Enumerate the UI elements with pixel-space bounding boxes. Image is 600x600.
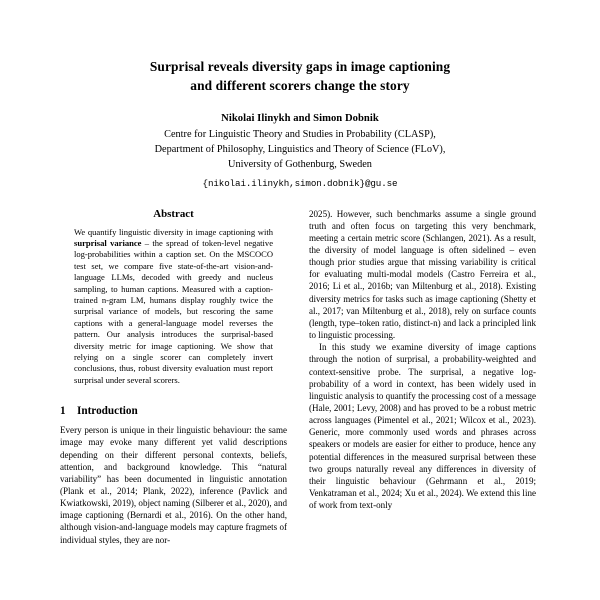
- section-title: Introduction: [77, 405, 138, 418]
- right-paragraph-1: 2025). However, such benchmarks assume a single ground truth and often focus on targeting this very benchmark, meeting a certain metric score (Schlangen, 2021). As a result, the diversity of model language is often sidelined – even though prior studies argue that missing variability is critical for evaluating multi-modal models (Castro Ferreira et al., 2016; Li et al., 2016b; van Miltenburg et al., 2018). Existing diversity metrics for tasks such as image captioning (Shetty et al., 2017; van Miltenburg et al., 2018), rely on surface counts (length, type–token ratio, distinct-n) and lack a principled link to linguistic processing.: [309, 208, 536, 341]
- section-number: 1: [60, 405, 66, 418]
- abstract-section: [60, 208, 287, 387]
- title-block: [60, 0, 540, 189]
- affiliation: [60, 127, 540, 172]
- affiliation-line-2: Department of Philosophy, Linguistics and Theory of Science (FLoV),: [154, 144, 446, 156]
- left-column: [60, 208, 287, 546]
- author-email: {nikolai.ilinykh,simon.dobnik}@gu.se: [202, 177, 398, 189]
- right-column: [309, 208, 536, 546]
- right-paragraph-2: In this study we examine diversity of image captions through the notion of surprisal, a probability-weighted and context-sensitive probe. The surprisal, a negative log-probability of a word in context, has been widely used in linguistic analysis to quantify the processing cost of a message (Hale, 2001; Levy, 2008) and has proved to be a robust metric across languages (Pimentel et al., 2021; Wilcox et al., 2023). Generic, more commonly used words and phrases across speakers or models are easier for either to produce, hence any potential differences in the measured surprisal between these two groups naturally reveal any differences in diversity of their linguistic behaviour (Gehrmann et al., 2019; Venkatraman et al., 2024; Xu et al., 2024). We extend this line of work from text-only: [309, 342, 536, 511]
- abstract-text-part-2: – the spread of token-level negative log-probabilities within a caption set. On the MSCOCO test set, we compare five state-of-the-art vision-and-language LLMs, decoded with greedy and nucleus sampling, to human captions. Measured with a caption-trained n-gram LM, humans display roughly twice the surprisal variance of models, but rescoring the same captions with a general-language model reverses the pattern. Our analysis introduces the surprisal-based diversity metric for image captioning. We show that relying on a single scorer can completely invert conclusions, thus, robust diversity evaluation must report surprisal under several scorers.: [74, 237, 273, 385]
- affiliation-line-3: University of Gothenburg, Sweden: [228, 159, 372, 171]
- author-block: [60, 111, 540, 188]
- title-line-1: Surprisal reveals diversity gaps in image captioning: [149, 59, 451, 74]
- abstract-text: [74, 227, 273, 387]
- title-line-2: and different scorers change the story: [190, 78, 410, 94]
- abstract-heading: Abstract: [153, 207, 194, 220]
- affiliation-line-1: Centre for Linguistic Theory and Studies in Probability (CLASP),: [164, 129, 436, 141]
- abstract-bold-term: surprisal variance: [74, 237, 142, 248]
- intro-paragraph-1: Every person is unique in their linguistic behaviour: the same image may evoke many different yet valid descriptions depending on their different personal contexts, beliefs, attention, and background knowledge. This “natural variability” has been documented in linguistic annotation (Plank et al., 2014; Plank, 2022), inference (Pavlick and Kwiatkowski, 2019), object naming (Silberer et al., 2020), and image captioning (Bernardi et al., 2016). On the other hand, although vision-and-language models may capture fragmets of individual styles, they are nor-: [60, 425, 287, 545]
- author-names: Nikolai Ilinykh and Simon Dobnik: [221, 113, 379, 125]
- two-column-body: [60, 208, 540, 546]
- section-heading-introduction: [60, 405, 287, 417]
- abstract-text-part-1: We quantify linguistic diversity in image captioning with: [74, 226, 273, 237]
- page-title: [60, 57, 540, 95]
